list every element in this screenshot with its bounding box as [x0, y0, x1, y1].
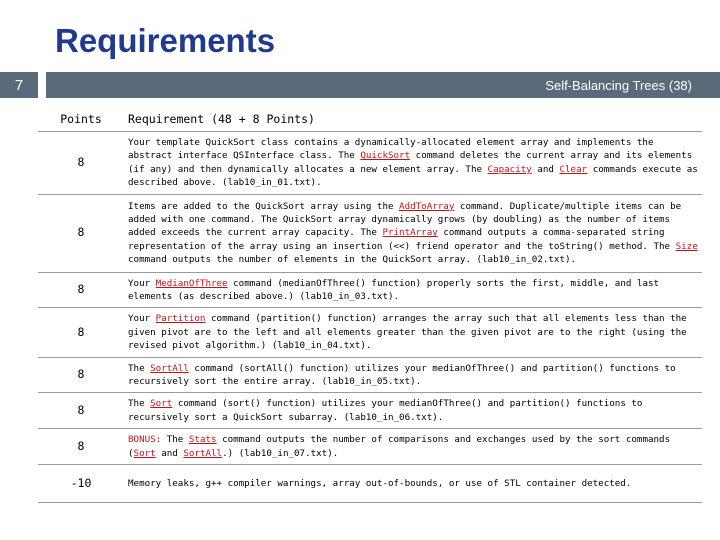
row-requirement: [124, 429, 702, 465]
command-name: MedianOfThree: [155, 277, 228, 289]
points-column-header: Points: [38, 106, 124, 132]
requirement-text: The: [161, 434, 189, 446]
requirements-table: [38, 106, 702, 503]
requirement-text: The: [128, 398, 151, 410]
table-header-row: [38, 106, 702, 132]
row-points: 8: [38, 357, 124, 393]
row-points: 8: [38, 194, 124, 272]
row-points: 8: [38, 429, 124, 465]
table-row: [38, 308, 702, 357]
requirement-text: command (partition() function) arranges the array such that all elements less than the given pivot are to the left and all elements greater than the given pivot are to the right (using the revised pivot algorithm.) (lab10_in_04.txt).: [128, 313, 687, 352]
table-row: [38, 194, 702, 272]
command-name: QuickSort: [360, 150, 411, 162]
row-requirement: [124, 194, 702, 272]
requirement-text: and: [155, 447, 184, 459]
bonus-label: BONUS:: [128, 434, 162, 446]
command-name: Sort: [150, 398, 173, 410]
requirement-text: command. Duplicate/multiple items can be added with one command. The QuickSort array dynamically grows (by doubling) as the number of items added exceeds the current array capacity. The: [128, 200, 682, 239]
command-name: AddToArray: [399, 200, 455, 212]
row-points: 8: [38, 132, 124, 195]
requirement-column-header: Requirement (48 + 8 Points): [124, 106, 702, 132]
requirement-text: command outputs a comma-separated string representation of the array using an insertion (<<) friend operator and the toString() method. The: [128, 227, 676, 252]
requirement-text: command (sortAll() function) utilizes your medianOfThree() and partition() functions to recursively sort the entire array. (lab10_in_05.txt).: [128, 362, 676, 388]
table-row: [38, 357, 702, 393]
requirement-text: command (sort() function) utilizes your medianOfThree() and partition() functions to recursively sort a QuickSort subarray. (lab10_in_06.txt).: [128, 398, 643, 423]
table-row: [38, 132, 702, 195]
table-row: [38, 465, 702, 503]
command-name: Size: [675, 240, 698, 252]
requirement-text: commands execute as described above. (lab10_in_01.txt).: [128, 163, 698, 189]
requirement-text: command deletes the current array and its elements (if any) and then dynamically allocates a new element array. The: [128, 150, 693, 175]
row-requirement: [124, 393, 702, 429]
page-number: 7: [0, 72, 38, 98]
command-name: Capacity: [487, 163, 532, 175]
command-name: PrintArray: [382, 227, 438, 239]
row-requirement: [124, 132, 702, 195]
requirement-text: Your: [128, 313, 156, 325]
command-name: Clear: [559, 163, 588, 175]
header-bar: [46, 72, 720, 98]
row-requirement: [124, 308, 702, 357]
table-row: [38, 429, 702, 465]
row-points: 8: [38, 272, 124, 308]
command-name: Sort: [133, 447, 156, 459]
header-text: Self-Balancing Trees (38): [545, 77, 692, 93]
requirement-text: command (medianOfThree() function) properly sorts the first, middle, and last elements (as described above.) (lab10_in_03.txt).: [128, 277, 660, 303]
row-points: 8: [38, 393, 124, 429]
requirement-text: .) (lab10_in_07.txt).: [222, 447, 339, 459]
row-requirement: [124, 465, 702, 503]
table-row: [38, 272, 702, 308]
row-requirement: [124, 357, 702, 393]
command-name: Partition: [155, 313, 206, 325]
requirement-text: Your: [128, 277, 156, 289]
requirement-text: command outputs the number of elements in the QuickSort array. (lab10_in_02.txt).: [128, 254, 577, 266]
requirement-text: command outputs the number of comparisons and exchanges used by the sort commands (: [128, 434, 671, 459]
command-name: SortAll: [183, 447, 223, 459]
row-requirement: [124, 272, 702, 308]
requirement-text: The: [128, 362, 151, 374]
command-name: Stats: [188, 434, 217, 446]
slide-title: Requirements: [55, 22, 276, 59]
command-name: SortAll: [150, 362, 189, 374]
requirement-text: Your template QuickSort class contains a dynamically-allocated element array and implements the abstract interface QSInterface class. The: [128, 137, 654, 162]
requirement-text: Items are added to the QuickSort array using the: [128, 200, 400, 212]
table-row: [38, 393, 702, 429]
row-points: -10: [38, 465, 124, 503]
row-points: 8: [38, 308, 124, 357]
requirement-text: Memory leaks, g++ compiler warnings, array out-of-bounds, or use of STL container detected.: [128, 477, 632, 489]
requirement-text: and: [531, 163, 560, 175]
